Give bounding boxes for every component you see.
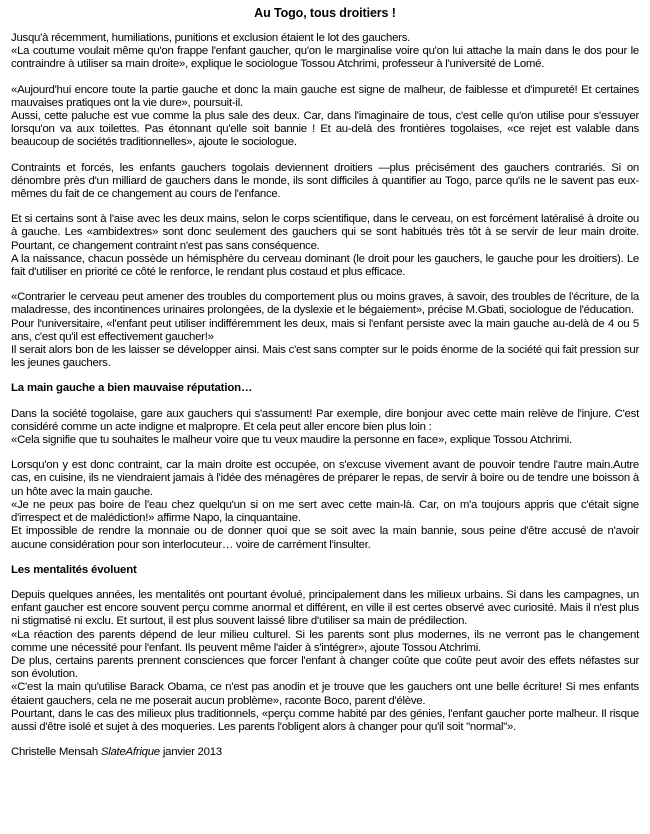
section-heading: La main gauche a bien mauvaise réputation… (11, 382, 253, 395)
paragraph-line: Il serait alors bon de les laisser se développer ainsi. Mais c'est sans compter sur le poids énorme de la société qui fait pression sur les jeunes gauchers. (11, 344, 639, 370)
section-heading: Les mentalités évoluent (11, 563, 137, 576)
paragraph-line: «Je ne peux pas boire de l'eau chez quelqu'un si on me sert avec cette main-là. Car, on m'a toujours appris que c'était signe d'irrespect et de malédiction!» affirme Napo, la cinquantaine. (11, 498, 639, 525)
paragraph-line: De plus, certains parents prennent consciences que forcer l'enfant à changer coûte que coûte peut avoir des effets néfastes sur son évolution. (11, 654, 639, 681)
paragraph-line: Et impossible de rendre la monnaie ou de donner quoi que se soit avec la main bannie, sous peine d'être accusé de n'avoir aucune considération pour son interlocuteur… voire de carrément l'insulter. (11, 525, 639, 551)
paragraph-line: Pour l'universitaire, «l'enfant peut utiliser indifféremment les deux, mais si l'enfant persiste avec la main gauche au-delà de 4 ou 5 ans, c'est qu'il est effectivement gaucher!» (11, 317, 639, 343)
section-mentalites (11, 564, 639, 734)
paragraph-line: Pourtant, dans le cas des milieux plus traditionnels, «perçu comme habité par des génies, l'enfant gaucher porte malheur. Il risque aussi d'être isolé et sujet à des moqueries. Les parents l'obligent alors à changer pour qu'il soit "normal"». (11, 707, 639, 733)
paragraph (11, 32, 639, 72)
article-title: Au Togo, tous droitiers ! (254, 6, 396, 20)
paragraph-line: «Contrarier le cerveau peut amener des troubles du comportement plus ou moins graves, à savoir, des troubles de l'écriture, de la maladresse, des incontinences urinaires prolongées, de la dyslexie et le bégaiement», précise M.Gbati, sociologue de l'éducation. (11, 291, 639, 317)
paragraph-line: Dans la société togolaise, gare aux gauchers qui s'assument! Par exemple, dire bonjour avec cette main relève de l'injure. C'est considéré comme un acte indigne et malpropre. Et cela peut aller encore bien plus loin : (11, 407, 639, 433)
paragraph-line: Jusqu'à récemment, humiliations, punitions et exclusion étaient le lot des gauchers. (11, 32, 411, 44)
paragraph-line: Contraints et forcés, les enfants gauchers togolais deviennent droitiers —plus précisément des gauchers contrariés. Si on dénombre près d'un milliard de gauchers dans le monde, ils sont difficiles à quantifier au Togo, parce qu'ils ne le savent pas eux-mêmes du fait de ce changement au cours de l'enfance. (11, 161, 639, 201)
article (11, 6, 639, 759)
section-intro (11, 32, 639, 370)
paragraph-line: A la naissance, chacun possède un hémisphère du cerveau dominant (le droit pour les gauchers, le gauche pour les droitiers). Le fait d'utiliser en priorité ce côté le renforce, le rendant plus costaud et plus efficace. (11, 252, 639, 279)
author-name: Christelle Mensah (11, 746, 98, 759)
paragraph (11, 213, 639, 279)
paragraph-line: Lorsqu'on y est donc contraint, car la main droite est occupée, on s'excuse vivement avant de pouvoir tendre l'autre main.Autre cas, en cuisine, ils ne viendraient jamais à l'idée des ménagères de préparer le repas, de servir à boire ou de tendre une boisson à un hôte avec la main gauche. (11, 459, 639, 498)
paragraph-line: «Aujourd'hui encore toute la partie gauche et donc la main gauche est signe de malheur, de faiblesse et d'impureté! Et certaines mauvaises pratiques ont la vie dure», poursuit-il. (11, 83, 639, 109)
paragraph (11, 291, 639, 370)
paragraph-line: Et si certains sont à l'aise avec les deux mains, selon le corps scientifique, dans le cerveau, on est forcément latéralisé à droite ou à gauche. Les «ambidextres» sont donc seulement des gauchers qui se sont habitués très tôt à se servir de leur main droite. Pourtant, ce changement contraint n'est pas sans conséquence. (11, 213, 639, 252)
paragraph-line: «Cela signifie que tu souhaites le malheur voire que tu veux maudire la personne en face», explique Tossou Atchrimi. (11, 434, 572, 447)
article-signature (11, 746, 639, 759)
source-name: SlateAfrique (100, 746, 160, 759)
paragraph-line: Aussi, cette paluche est vue comme la plus sale des deux. Car, dans l'imaginaire de tous, c'est celle qu'on utilise pour s'essuyer lorsqu'on va aux toilettes. Pas étonnant qu'elle soit bannie ! Et au-delà des frontières togolaises, «ce rejet est valable dans beaucoup de sociétés traditionnelles», ajoute le sociologue. (11, 110, 639, 149)
paragraph-line: «C'est la main qu'utilise Barack Obama, ce n'est pas anodin et je trouve que les gauchers ont une belle écriture! Si mes enfants étaient gauchers, cela ne me poserait aucun problème», raconte Boco, parent d'élève. (11, 681, 639, 707)
paragraph-line: Depuis quelques années, les mentalités ont pourtant évolué, principalement dans les milieux urbains. Si dans les campagnes, un enfant gaucher est encore souvent perçu comme anormal et différent, en ville il est certes observé avec curiosité. Mais il n'est plus ni stigmatisé ni exclu. Et surtout, il est plus souvent laissé libre d'utiliser sa main de prédilection. (11, 588, 639, 628)
paragraph (11, 162, 639, 202)
paragraph (11, 408, 639, 448)
section-reputation (11, 382, 639, 551)
paragraph-line: «La réaction des parents dépend de leur milieu culturel. Si les parents sont plus modernes, ils ne verront pas le changement comme une nécessité pour l'enfant. Ils peuvent même l'aider à s'intégrer», ajoute Tossou Atchrimi. (11, 628, 639, 654)
paragraph (11, 84, 639, 150)
paragraph (11, 589, 639, 734)
paragraph-line: «La coutume voulait même qu'on frappe l'enfant gaucher, qu'on le marginalise voire qu'on lui attache la main dans le dos pour le contraindre à utiliser sa main droite», explique le sociologue Tossou Atchrimi, professeur à l'université de Lomé. (11, 45, 639, 71)
publication-date: janvier 2013 (162, 746, 222, 759)
paragraph (11, 459, 639, 551)
